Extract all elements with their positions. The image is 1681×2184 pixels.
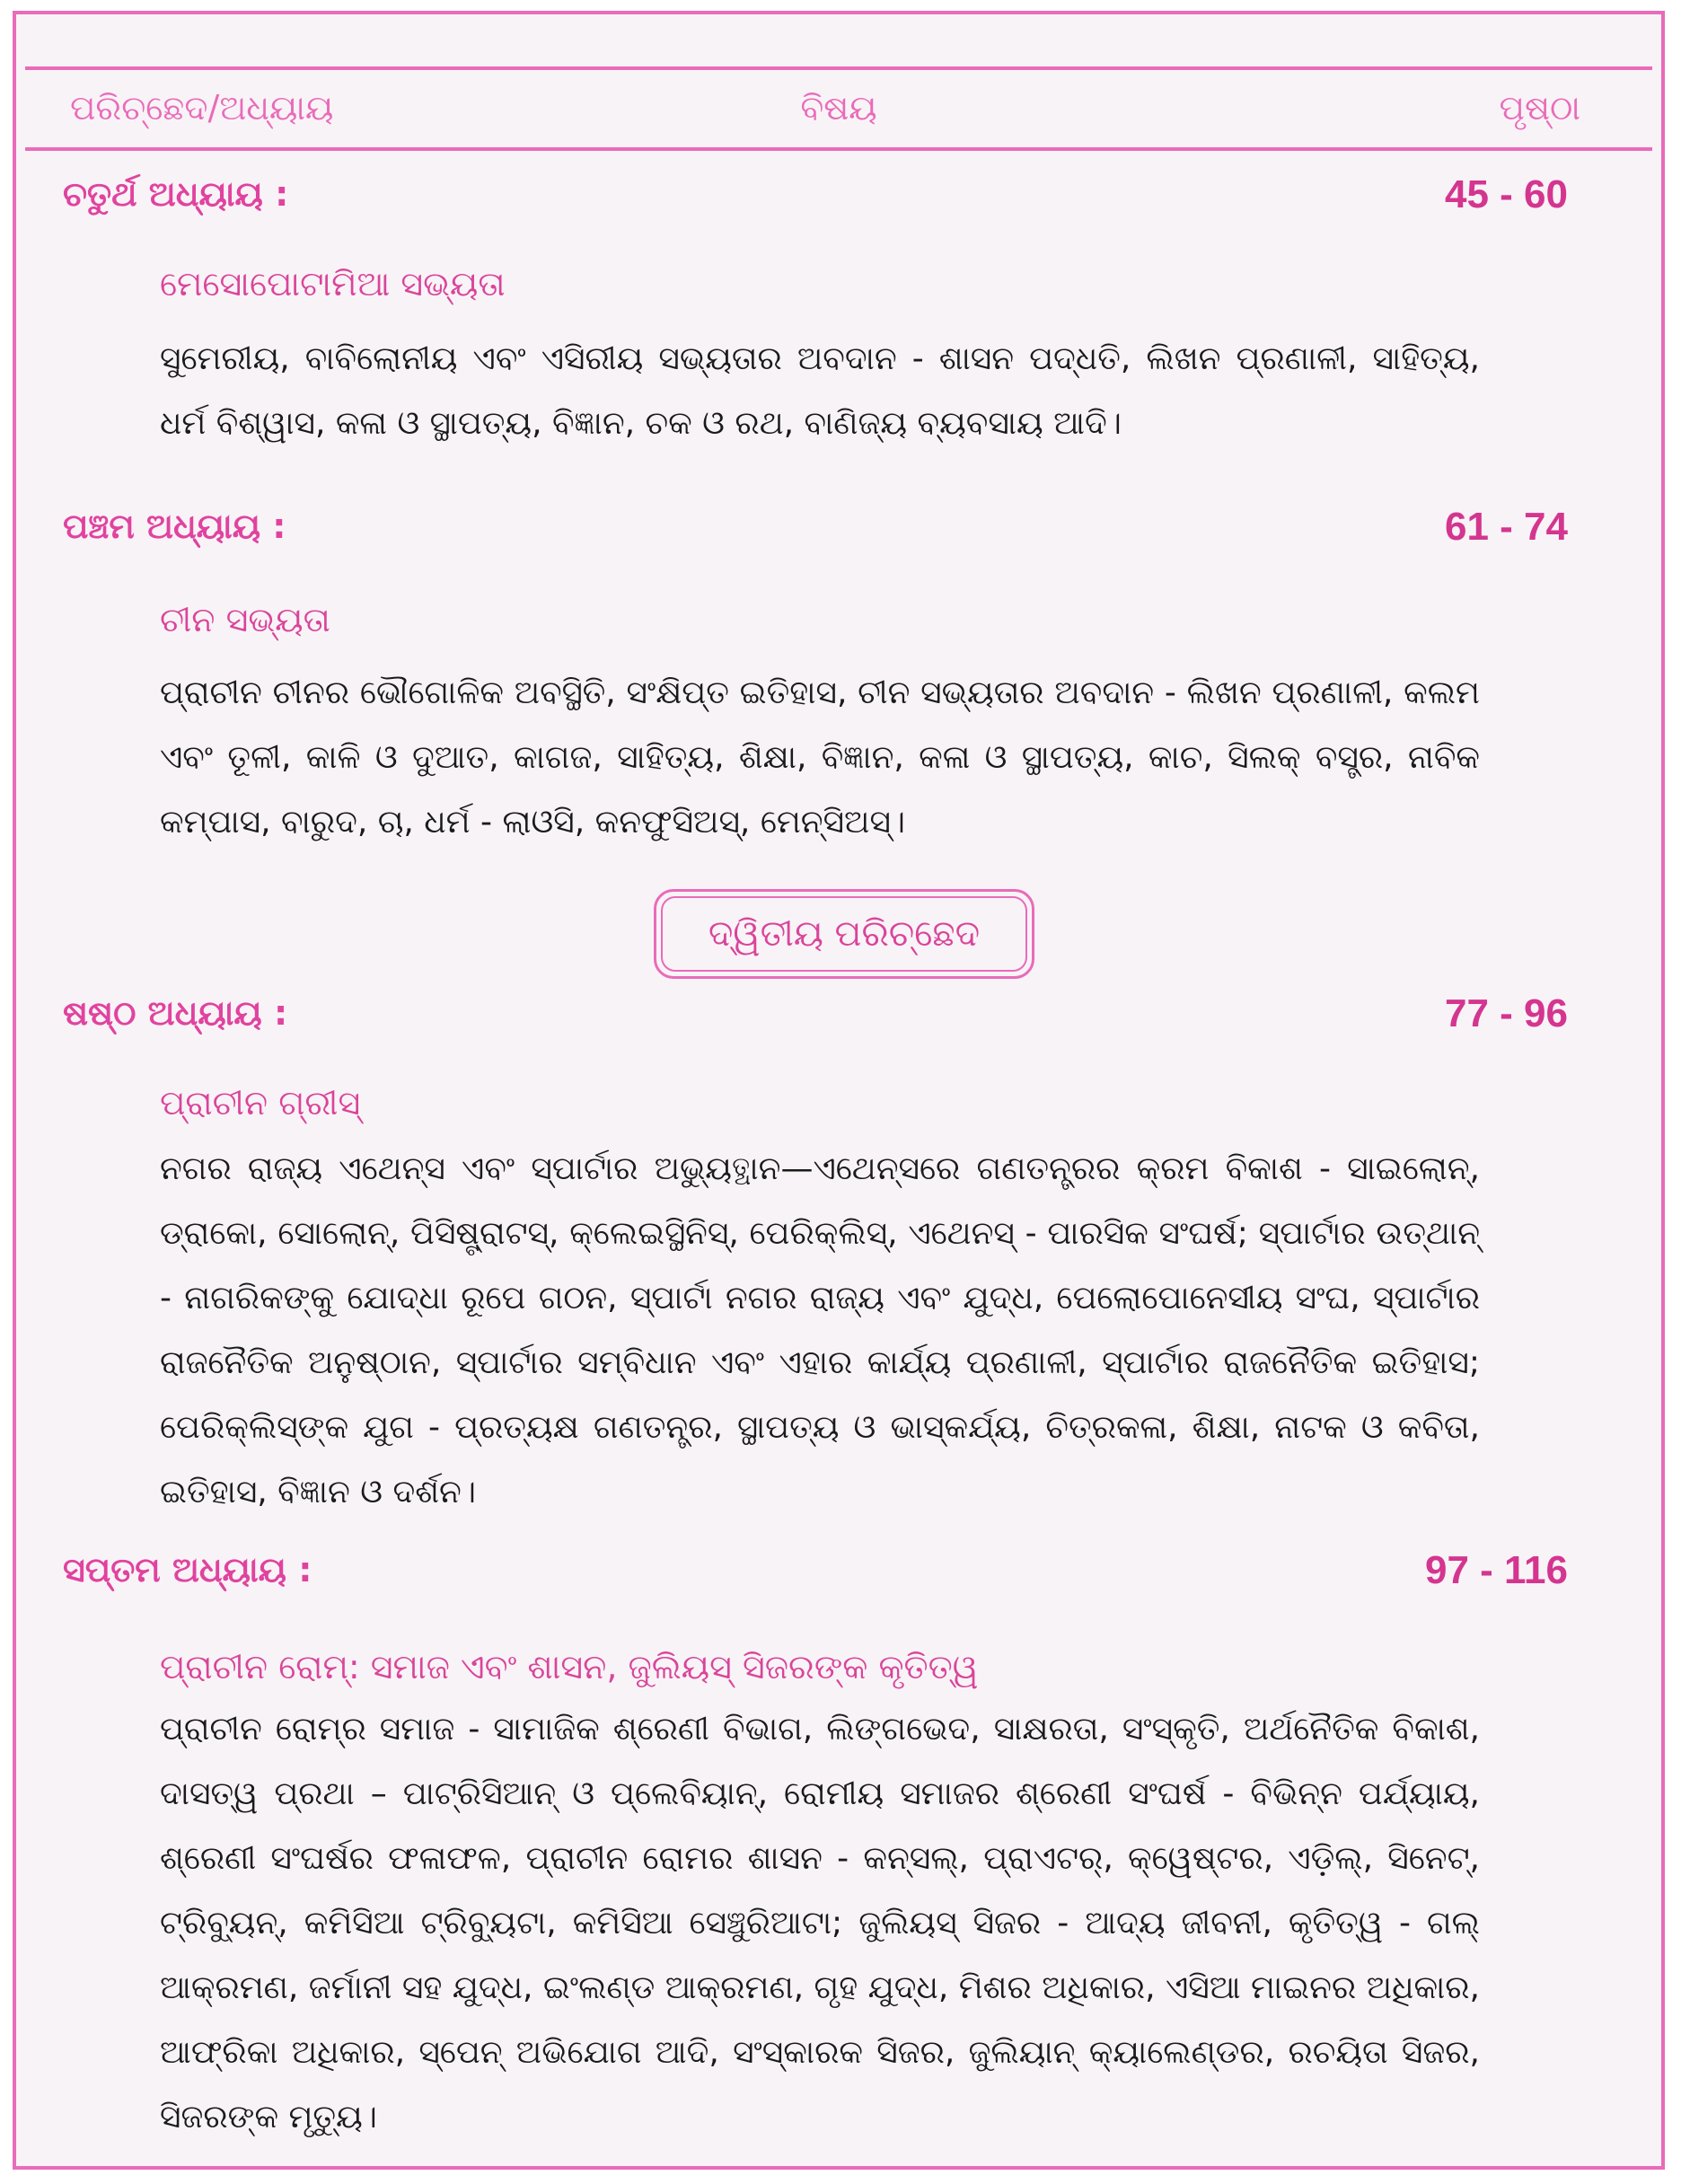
chapter-5-description: ପ୍ରାଚୀନ ଚୀନର ଭୌଗୋଳିକ ଅବସ୍ଥିତି, ସଂକ୍ଷିପ୍ତ ଇତିହାସ, ଚୀନ ସଭ୍ୟତାର ଅବଦାନ - ଲିଖନ ପ୍ରଣାଳୀ, କଲମ ଏବଂ ତୂଳୀ, କାଳି ଓ ଦୁଆତ, କାଗଜ, ସାହିତ୍ୟ, ଶିକ୍ଷା, ବିଜ୍ଞାନ, କଳା ଓ ସ୍ଥାପତ୍ୟ, କାଚ, ସିଲକ୍ ବସ୍ତ୍ର, ନାବିକ କମ୍ପାସ, ବାରୁଦ, ଚା, ଧର୍ମ - ଲାଓସି, କନଫୁସିଅସ୍, ମେନ୍‌ସିଅସ୍। — [160, 674, 1480, 841]
chapter-7-pages: 97 - 116 — [1424, 1548, 1568, 1592]
section-heading-box — [654, 889, 1034, 979]
chapter-6-description: ନଗର ରାଜ୍ୟ ଏଥେନ୍‌ସ ଏବଂ ସ୍ପାର୍ଟାର ଅଭ୍ୟୁତ୍ଥାନ—ଏଥେନ୍‌ସରେ ଗଣତନ୍ତ୍ରର କ୍ରମ ବିକାଶ - ସାଇଲୋନ୍, ଡ୍ରାକୋ, ସୋଲୋନ୍, ପିସିଷ୍ଟ୍ରାଟସ୍, କ୍ଲେଇସ୍ଥିନିସ୍, ପେରିକ୍ଲିସ୍, ଏଥେନସ୍ - ପାରସିକ ସଂଘର୍ଷ; ସ୍ପାର୍ଟାର ଉତ୍‌ଥାନ୍ - ନାଗରିକଙ୍କୁ ଯୋଦ୍ଧା ରୂପେ ଗଠନ, ସ୍ପାର୍ଟା ନଗର ରାଜ୍ୟ ଏବଂ ଯୁଦ୍ଧ, ପେଲୋପୋନେସୀୟ ସଂଘ, ସ୍ପାର୍ଟାର ରାଜନୈତିକ ଅନୁଷ୍ଠାନ, ସ୍ପାର୍ଟାର ସମ୍ବିଧାନ ଏବଂ ଏହାର କାର୍ଯ୍ୟ ପ୍ରଣାଳୀ, ସ୍ପାର୍ଟାର ରାଜନୈତିକ ଇତିହାସ; ପେରିକ୍ଲିସ୍‌ଙ୍କ ଯୁଗ - ପ୍ରତ୍ୟକ୍ଷ ଗଣତନ୍ତ୍ର, ସ୍ଥାପତ୍ୟ ଓ ଭାସ୍କର୍ଯ୍ୟ, ଚିତ୍ରକଳା, ଶିକ୍ଷା, ନାଟକ ଓ କବିତା, ଇତିହାସ, ବିଜ୍ଞାନ ଓ ଦର୍ଶନ। — [160, 1150, 1480, 1510]
chapter-4-title: ମେସୋପୋଟାମିଆ ସଭ୍ୟତା — [160, 264, 506, 304]
section-heading: ଦ୍ୱିତୀୟ ପରିଚ୍ଛେଦ — [661, 896, 1027, 972]
table-header — [25, 66, 1652, 151]
contents-page — [13, 11, 1665, 2170]
header-chapter-label: ପରିଚ୍ଛେଦ/ଅଧ୍ୟାୟ — [70, 88, 334, 128]
chapter-7-title: ପ୍ରାଚୀନ ରୋମ୍: ସମାଜ ଏବଂ ଶାସନ, ଜୁଲିୟସ୍ ସିଜରଙ୍କ କୃତିତ୍ୱ — [160, 1647, 979, 1686]
chapter-7-description: ପ୍ରାଚୀନ ରୋମ୍‌ର ସମାଜ - ସାମାଜିକ ଶ୍ରେଣୀ ବିଭାଗ, ଲିଙ୍ଗଭେଦ, ସାକ୍ଷରତା, ସଂସ୍କୃତି, ଅର୍ଥନୈତିକ ବିକାଶ, ଦାସତ୍ୱ ପ୍ରଥା – ପାଟ୍ରିସିଆନ୍ ଓ ପ୍ଲେବିୟାନ୍, ରୋମୀୟ ସମାଜର ଶ୍ରେଣୀ ସଂଘର୍ଷ - ବିଭିନ୍ନ ପର୍ଯ୍ୟାୟ, ଶ୍ରେଣୀ ସଂଘର୍ଷର ଫଳାଫଳ, ପ୍ରାଚୀନ ରୋମର ଶାସନ - କନ୍‌ସଲ୍, ପ୍ରାଏଟର୍, କ୍ୱେଷ୍ଟର, ଏଡ଼ିଲ୍, ସିନେଟ୍, ଟ୍ରିବ୍ୟୁନ୍, କମିସିଆ ଟ୍ରିବ୍ୟୁଟା, କମିସିଆ ସେଞ୍ଚୁରିଆଟା; ଜୁଲିୟସ୍ ସିଜର - ଆଦ୍ୟ ଜୀବନୀ, କୃତିତ୍ୱ - ଗଲ୍ ଆକ୍ରମଣ, ଜର୍ମାନୀ ସହ ଯୁଦ୍ଧ, ଇଂଲଣ୍ଡ ଆକ୍ରମଣ, ଗୃହ ଯୁଦ୍ଧ, ମିଶର ଅଧିକାର, ଏସିଆ ମାଇନର ଅଧିକାର, ଆଫ୍ରିକା ଅଧିକାର, ସ୍ପେନ୍ ଅଭିଯୋଗ ଆଦି, ସଂସ୍କାରକ ସିଜର, ଜୁଲିୟାନ୍ କ୍ୟାଲେଣ୍ଡର, ରଚୟିତା ସିଜର, ସିଜରଙ୍କ ମୃତ୍ୟୁ। — [160, 1711, 1480, 2136]
header-page-label: ପୃଷ୍ଠା — [1499, 88, 1580, 128]
chapter-4-pages: 45 - 60 — [1445, 172, 1568, 216]
chapter-5-label: ପଞ୍ଚମ ଅଧ୍ୟାୟ : — [63, 506, 286, 546]
chapter-5-title: ଚୀନ ସଭ୍ୟତା — [160, 600, 330, 639]
chapter-4-description: ସୁମେରୀୟ, ବାବିଲୋନୀୟ ଏବଂ ଏସିରୀୟ ସଭ୍ୟତାର ଅବଦାନ - ଶାସନ ପଦ୍ଧତି, ଲିଖନ ପ୍ରଣାଳୀ, ସାହିତ୍ୟ, ଧର୍ମ ବିଶ୍ୱାସ, କଳା ଓ ସ୍ଥାପତ୍ୟ, ବିଜ୍ଞାନ, ଚକ ଓ ରଥ, ବାଣିଜ୍ୟ ବ୍ୟବସାୟ ଆଦି। — [160, 340, 1480, 442]
chapter-6-label: ଷଷ୍ଠ ଅଧ୍ୟାୟ : — [63, 993, 288, 1033]
chapter-6-pages: 77 - 96 — [1445, 991, 1568, 1035]
chapter-5-pages: 61 - 74 — [1445, 505, 1568, 549]
chapter-6-title: ପ୍ରାଚୀନ ଗ୍ରୀସ୍ — [160, 1083, 361, 1123]
header-subject-label: ବିଷୟ — [800, 88, 877, 128]
chapter-4-label: ଚତୁର୍ଥ ଅଧ୍ୟାୟ : — [63, 174, 289, 214]
chapter-7-label: ସପ୍ତମ ଅଧ୍ୟାୟ : — [63, 1550, 312, 1590]
